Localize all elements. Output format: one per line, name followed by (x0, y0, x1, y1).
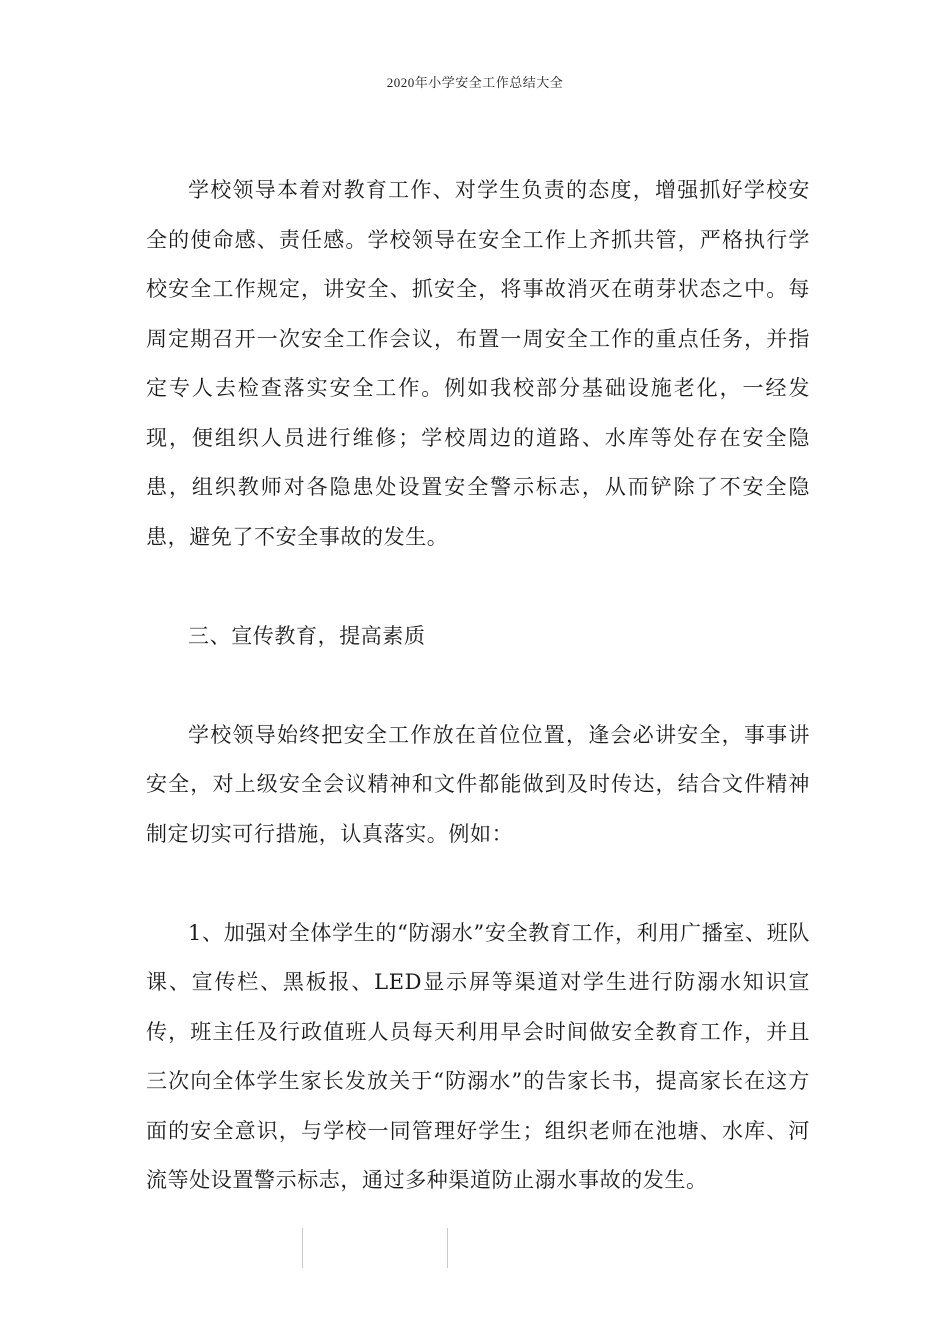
paragraph-drowning-prevention: 1、加强对全体学生的“防溺水”安全教育工作，利用广播室、班队课、宣传栏、黑板报、LED显示屏等渠道对学生进行防溺水知识宣传，班主任及行政值班人员每天利用早会时间做安全教育工作，并且三次向全体学生家长发放关于“防溺水”的告家长书，提高家长在这方面的安全意识，与学校一同管理好学生；组织老师在池塘、水库、河流等处设置警示标志，通过多种渠道防止溺水事故的发生。 (146, 920, 810, 1192)
paragraph-leadership-responsibility: 学校领导本着对教育工作、对学生负责的态度，增强抓好学校安全的使命感、责任感。学校领导在安全工作上齐抓共管，严格执行学校安全工作规定，讲安全、抓安全，将事故消灭在萌芽状态之中。每周定期召开一次安全工作会议，布置一周安全工作的重点任务，并指定专人去检查落实安全工作。例如我校部分基础设施老化，一经发现，便组织人员进行维修；学校周边的道路、水库等处存在安全隐患，组织教师对各隐患处设置安全警示标志，从而铲除了不安全隐患，避免了不安全事故的发生。 (146, 178, 810, 549)
page-header-title: 2020年小学安全工作总结大全 (386, 75, 564, 90)
paragraph-safety-priority: 学校领导始终把安全工作放在首位位置，逢会必讲安全，事事讲安全，对上级安全会议精神和文件都能做到及时传达，结合文件精神制定切实可行措施，认真落实。例如： (146, 722, 810, 846)
document-body (146, 166, 810, 1206)
section-heading: 三、宣传教育，提高素质 (188, 623, 426, 648)
paragraph-spacer (146, 859, 810, 909)
footer-divider-right (447, 1228, 448, 1268)
footer-divider-left (302, 1228, 303, 1268)
paragraph-spacer (146, 562, 810, 612)
paragraph-spacer (146, 661, 810, 711)
